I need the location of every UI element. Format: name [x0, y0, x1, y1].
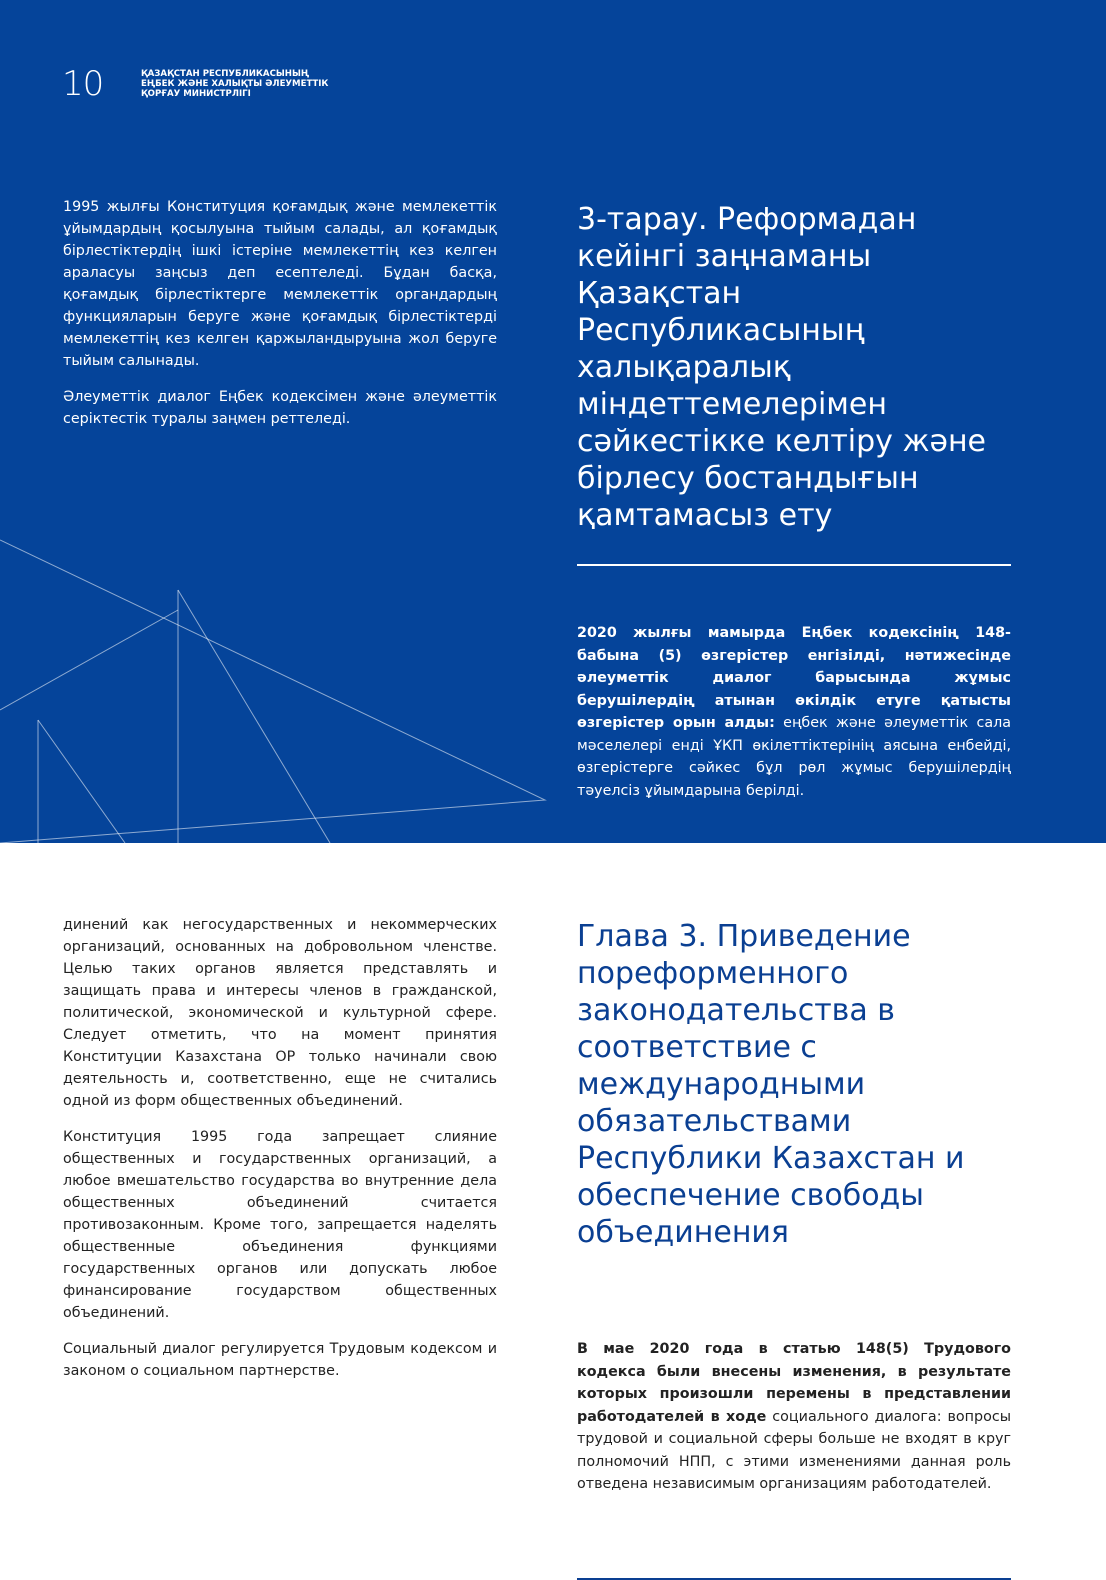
chapter-heading-kz: 3-тарау. Реформадан кейінгі заңнаманы Қазақстан Республикасының халықаралық міндеттемелерімен сәйкестікке келтіру және бірлесу бостандығын қамтамасыз ету [577, 202, 987, 533]
ministry-line: ҚАЗАҚСТАН РЕСПУБЛИКАСЫНЫҢ [141, 69, 310, 79]
russian-section [0, 843, 1106, 1500]
kazakh-body [63, 196, 497, 444]
russian-body [63, 914, 497, 1396]
lead-paragraph-kz [577, 622, 1011, 802]
ministry-name [141, 69, 401, 99]
deco-line-6 [0, 610, 178, 710]
body-paragraph: Конституция 1995 года запрещает слияние общественных и государственных организаций, а любое вмешательство государства во внутренние дела общественных объединений считается противозаконным. Кроме того, запрещается наделять общественные объединения функциями государственных органов или допускать любое финансирование государством общественных объединений. [63, 1129, 497, 1321]
body-paragraph: Әлеуметтік диалог Еңбек кодексімен және әлеуметтік серіктестік туралы заңмен реттеледі. [63, 389, 497, 427]
heading-divider [577, 564, 1011, 566]
lead-bold: В мае 2020 года в статью 148(5) Трудового кодекса были внесены изменения, в результате которых произошли перемены в представлении работодателей в ходе [577, 1341, 1011, 1425]
page-number: 10 [62, 64, 104, 104]
lead-rest: еңбек және әлеуметтік сала мәселелері енді ҰКП өкілеттіктерінің аясына енбейді, өзгерістерге сәйкес бұл рөл жұмыс берушілердің тәуелсіз ұйымдарына берілді. [577, 715, 1011, 799]
deco-line-3 [178, 590, 330, 843]
lead-bold: 2020 жылғы мамырда Еңбек кодексінің 148-бабына (5) өзгерістер енгізілді, нәтижесінде әлеуметтік диалог барысында жұмыс берушілердің атынан өкілдік етуге қатысты өзгерістер орын алды: [577, 625, 1011, 731]
body-paragraph: Социальный диалог регулируется Трудовым кодексом и законом о социальном партнерстве. [63, 1341, 497, 1379]
body-paragraph: 1995 жылғы Конституция қоғамдық және мемлекеттік ұйымдардың қосылуына тыйым салады, ал қоғамдық бірлестіктердің ішкі істеріне мемлекеттің кез келген араласуы заңсыз деп есептеледі. Бұдан басқа, қоғамдық бірлестіктерге мемлекеттік органдардың функцияларын беруге және қоғамдық бірлестіктерді мемлекеттің кез келген қаржыландыруына жол беруге тыйым салынады. [63, 199, 497, 369]
body-paragraph: динений как негосударственных и некоммерческих организаций, основанных на добровольном членстве. Целью таких органов является представлять и защищать права и интересы членов в гражданской, политической, экономической и культурной сфере. Следует отметить, что на момент принятия Конституции Казахстана ОР только начинали свою деятельность и, соответственно, еще не считались одной из форм общественных объединений. [63, 917, 497, 1109]
lead-rest: социального диалога: вопросы трудовой и социальной сферы больше не входят в круг полномочий НПП, с этими изменениями данная роль отведена независимым организациям работодателей. [577, 1408, 1011, 1492]
ministry-line: ЕҢБЕК ЖӘНЕ ХАЛЫҚТЫ ӘЛЕУМЕТТІК [141, 79, 329, 89]
lead-paragraph-ru [577, 1338, 1011, 1496]
chapter-heading-ru: Глава 3. Приведение пореформенного законодательства в соответствие с международными обязательствами Республики Казахстан и обеспечение свободы объединения [577, 919, 965, 1250]
ministry-line: ҚОРҒАУ МИНИСТРЛІГІ [141, 89, 251, 99]
deco-line-1 [0, 540, 545, 843]
deco-line-5 [38, 720, 125, 843]
